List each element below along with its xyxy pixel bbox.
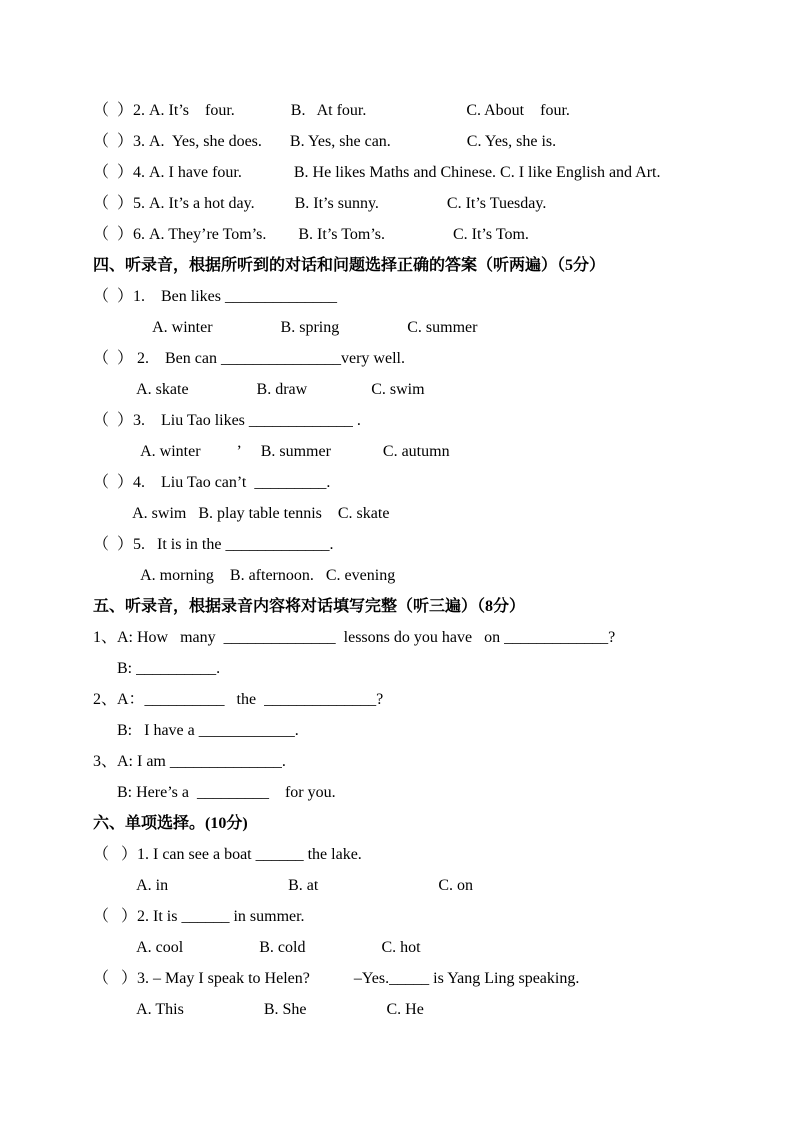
section-6-header: 六、单项选择。(10分): [93, 815, 248, 832]
choices-line: A. skate B. draw C. swim: [93, 381, 425, 398]
question-line: （ ）5. It is in the _____________.: [93, 536, 334, 553]
question-line: （ ）5. A. It’s a hot day. B. It’s sunny. C. It’s Tuesday.: [93, 195, 547, 212]
question-line: （ ）4. Liu Tao can’t _________.: [93, 474, 331, 491]
choices-line: A. morning B. afternoon. C. evening: [93, 567, 396, 584]
choices-line: A. swim B. play table tennis C. skate: [93, 505, 390, 522]
dialog-line: 2、A：__________ the ______________?: [93, 691, 384, 708]
section-5-fill-dialog: [93, 591, 763, 808]
section-6-multiple-choice: [93, 808, 763, 1025]
choices-line: A. cool B. cold C. hot: [93, 939, 421, 956]
section-4-header: 四、听录音，根据所听到的对话和问题选择正确的答案（听两遍）（5分）: [93, 257, 606, 274]
choices-line: A. winter ’ B. summer C. autumn: [93, 443, 450, 460]
question-line: （ ）4. A. I have four. B. He likes Maths and Chinese. C. I like English and Art.: [93, 164, 661, 181]
question-line: （ ） 2. Ben can _______________very well.: [93, 350, 405, 367]
dialog-line: 1、A: How many ______________ lessons do you have on _____________?: [93, 629, 616, 646]
choices-line: A. in B. at C. on: [93, 877, 474, 894]
question-line: （ ）2. It is ______ in summer.: [93, 908, 305, 925]
section-5-header: 五、听录音，根据录音内容将对话填写完整（听三遍）（8分）: [93, 598, 526, 615]
dialog-line: B: __________.: [93, 660, 221, 677]
section-4-listening-dialog: [93, 250, 763, 591]
question-line: （ ）2. A. It’s four. B. At four. C. About four.: [93, 102, 570, 119]
question-line: （ ）3. Liu Tao likes _____________ .: [93, 412, 361, 429]
dialog-line: 3、A: I am ______________.: [93, 753, 286, 770]
question-line: （ ）1. Ben likes ______________: [93, 288, 337, 305]
question-line: （ ）6. A. They’re Tom’s. B. It’s Tom’s. C. It’s Tom.: [93, 226, 529, 243]
dialog-line: B: I have a ____________.: [93, 722, 299, 739]
choices-line: A. This B. She C. He: [93, 1001, 424, 1018]
question-line: （ ）3. – May I speak to Helen? –Yes._____ is Yang Ling speaking.: [93, 970, 580, 987]
dialog-line: B: Here’s a _________ for you.: [93, 784, 336, 801]
choices-line: A. winter B. spring C. summer: [93, 319, 478, 336]
question-line: （ ）3. A. Yes, she does. B. Yes, she can. C. Yes, she is.: [93, 133, 557, 150]
section-3-continuation: [93, 95, 763, 250]
question-line: （ ）1. I can see a boat ______ the lake.: [93, 846, 362, 863]
